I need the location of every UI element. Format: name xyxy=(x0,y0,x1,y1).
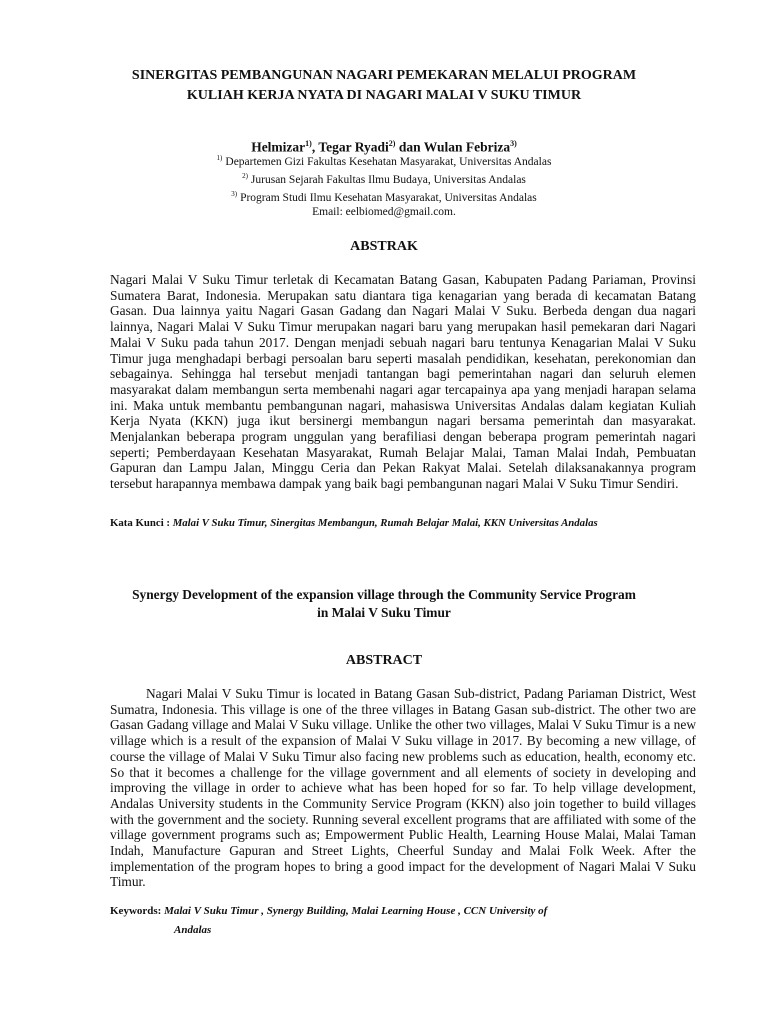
author-separator: dan xyxy=(395,139,424,155)
affiliation-sup: 1) xyxy=(216,154,223,162)
contact-email: Email: eelbiomed@gmail.com. xyxy=(312,206,456,219)
author-separator: , xyxy=(311,139,319,155)
affiliation-item xyxy=(60,169,708,187)
affiliation-text: Program Studi Ilmu Kesehatan Masyarakat, Universitas Andalas xyxy=(240,191,537,204)
english-title xyxy=(60,586,708,622)
keywords-label: Keywords: xyxy=(110,905,165,917)
paper-title-line2: KULIAH KERJA NYATA DI NAGARI MALAI V SUKU TIMUR xyxy=(186,88,582,103)
abstrak-heading: ABSTRAK xyxy=(350,239,418,254)
affiliation-sup: 2) xyxy=(242,172,248,181)
author-sup: 1) xyxy=(305,139,312,148)
affiliation-item xyxy=(60,187,708,205)
affiliation-item xyxy=(60,151,708,169)
paper-title-line1: SINERGITAS PEMBANGUNAN NAGARI PEMEKARAN MELALUI PROGRAM xyxy=(131,68,637,83)
author-sup: 2) xyxy=(388,139,396,148)
keywords xyxy=(110,902,700,940)
affiliation-sup: 3) xyxy=(231,190,238,199)
keywords-terms-line2: Andalas xyxy=(174,924,212,936)
english-title-line1: Synergy Development of the expansion village through the Community Service Program xyxy=(132,587,636,602)
abstrak-body: Nagari Malai V Suku Timur terletak di Kecamatan Batang Gasan, Kabupaten Padang Pariaman, Provinsi Sumatera Barat, Indonesia. Merupakan satu diantara tiga kenagarian yang berada di kecamatan Batang Gasan. Dua lainnya yaitu Nagari Gasan Gadang dan Nagari Malai V Suku. Berbeda dengan dua nagari lainnya, Nagari Malai V Suku Timur merupakan nagari baru yang merupakan hasil pemekaran dari Nagari Malai V Suku pada tahun 2017. Dengan menjadi sebuah nagari baru tentunya Kenagarian Malai V Suku Timur juga menghadapi berbagi persoalan baru seperti masalah pendidikan, kesehatan, perekonomian dan sebagainya. Sehingga hal tersebut menjadi tantangan bagi pemerintahan nagari dan seluruh elemen masyarakat dalam membangun serta membenahi nagari agar tercapainya apa yang menjadi harapan selama ini. Maka untuk membantu pembangunan nagari, mahasiswa Universitas Andalas dalam kegiatan Kuliah Kerja Nyata (KKN) juga ikut bersinergi membangun nagari bersama pemerintah dan masyarakat. Menjalankan beberapa program unggulan yang berafiliasi dengan beberapa program pemerintah nagari seperti; Pemberdayaan Kesehatan Masyarakat, Rumah Belajar Malai, Taman Malai Indah, Pembuatan Gapuran dan Lampu Jalan, Minggu Ceria dan Pekan Rakyat Malai. Setelah dilaksanakannya program tersebut harapannya membawa dampak yang baik bagi pembangunan nagari Malai V Suku Timur Sendiri. xyxy=(110,272,696,492)
kata-kunci-terms: Malai V Suku Timur, Sinergitas Membangun, Rumah Belajar Malai, KKN Universitas Andalas xyxy=(172,517,598,529)
affiliation-text: Departemen Gizi Fakultas Kesehatan Masyarakat, Universitas Andalas xyxy=(225,155,552,168)
kata-kunci xyxy=(110,516,710,530)
english-title-line2: in Malai V Suku Timur xyxy=(317,605,451,620)
abstract-heading: ABSTRACT xyxy=(345,653,423,668)
affiliation-text: Jurusan Sejarah Fakultas Ilmu Budaya, Universitas Andalas xyxy=(250,173,526,186)
author-name: Helmizar xyxy=(251,139,306,155)
author-name: Wulan Febriza xyxy=(423,139,511,155)
keywords-terms-line1: Malai V Suku Timur , Synergy Building, Malai Learning House , CCN University of xyxy=(164,905,548,917)
affiliation-list xyxy=(60,151,708,219)
paper-title xyxy=(60,66,708,106)
kata-kunci-label: Kata Kunci : xyxy=(110,517,173,529)
abstract-body: Nagari Malai V Suku Timur is located in Batang Gasan Sub-district, Padang Pariaman District, West Sumatra, Indonesia. This village is one of the three villages in Batang Gasan sub-district. The other two are Gasan Gadang village and Malai V Suku village. Unlike the other two villages, Malai V Suku Timur is a new village which is a result of the expansion of Malai V Suku village in 2017. By becoming a new village, of course the village of Malai V Suku Timur also facing new problems such as education, health, economy etc. So that it becomes a challenge for the village government and all elements of society in developing and improving the village in order to achieve what has been hoped for so far. To help village development, Andalas University students in the Community Service Program (KKN) also join together to build villages with the government and the society. Running several excellent programs that are affiliated with some of the village government programs such as; Empowerment Public Health, Learning House Malai, Malai Taman Indah, Manufacture Gapuran and Street Lights, Cheerful Sunday and Malai Folk Week. After the implementation of the program hopes to bring a good impact for the development of Nagari Malai V Suku Timur. xyxy=(110,686,696,890)
author-sup: 3) xyxy=(510,139,517,148)
author-name: Tegar Ryadi xyxy=(318,139,389,155)
